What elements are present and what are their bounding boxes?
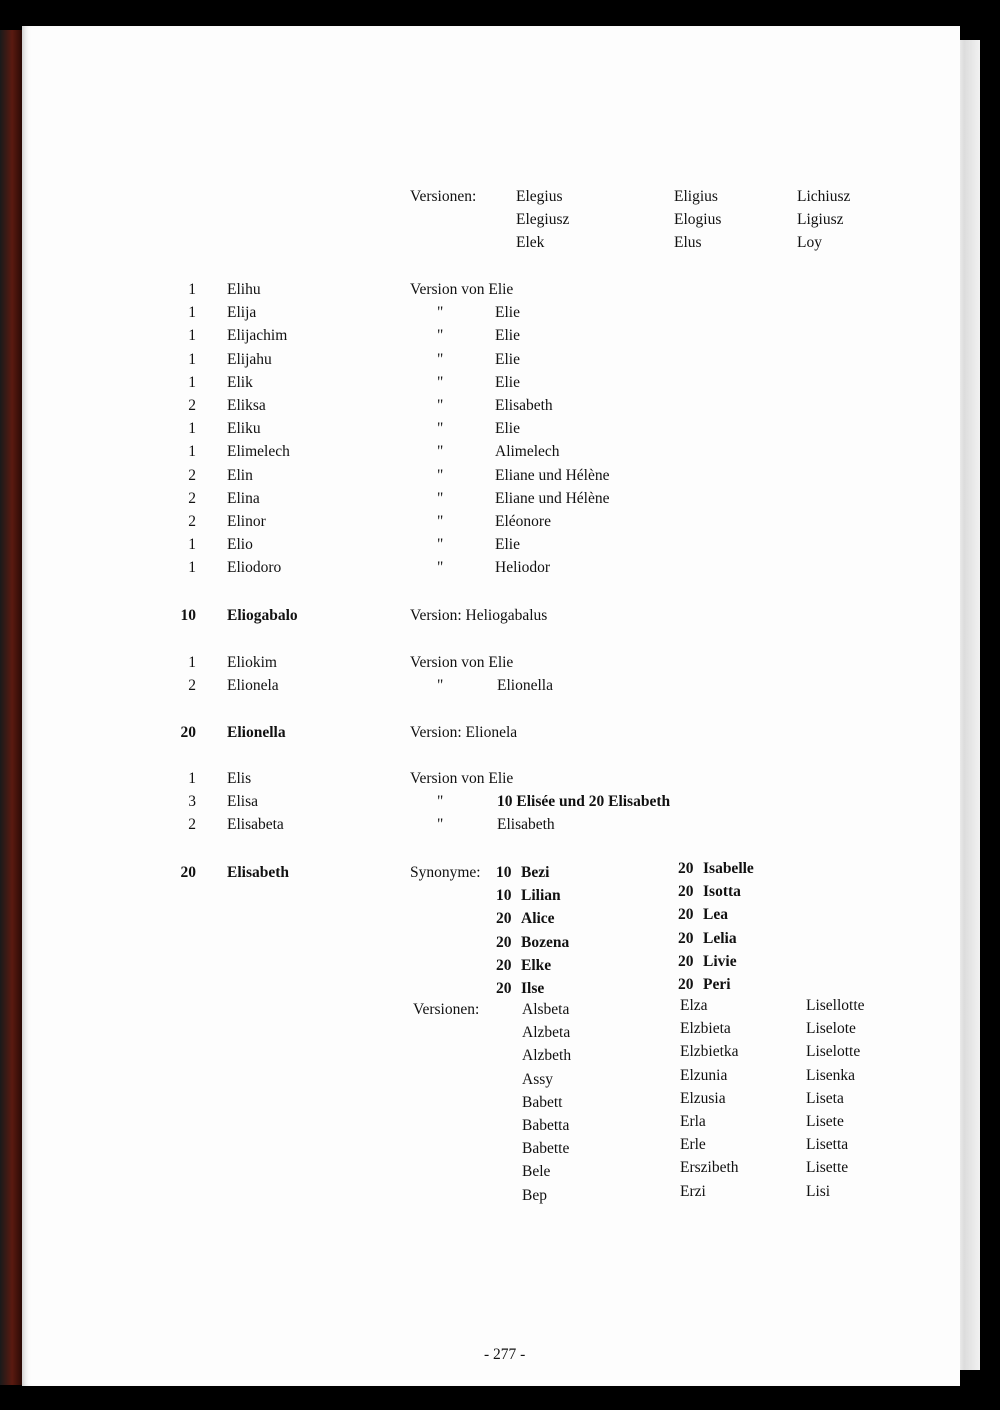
version-word: Babett bbox=[522, 1093, 563, 1111]
version-word: Loy bbox=[797, 234, 822, 252]
entry-count: 10 bbox=[180, 607, 196, 624]
entry-count: 2 bbox=[188, 513, 196, 530]
ditto-mark: " bbox=[437, 816, 444, 834]
entry-value: Elie bbox=[495, 536, 520, 554]
version-word: Erszibeth bbox=[680, 1159, 739, 1177]
entry-value: Version: Heliogabalus bbox=[410, 607, 548, 624]
version-word: Elzunia bbox=[680, 1066, 728, 1084]
synonym-name: Bezi bbox=[521, 864, 550, 881]
version-word: Elzbietka bbox=[680, 1043, 739, 1061]
version-word: Elzbieta bbox=[680, 1020, 731, 1038]
synonym-count: 10 bbox=[496, 864, 512, 881]
entry-name: Elihu bbox=[227, 281, 261, 298]
version-word: Elza bbox=[680, 997, 708, 1014]
synonym-count: 20 bbox=[678, 906, 694, 924]
entry-name: Elin bbox=[227, 466, 253, 484]
ditto-mark: " bbox=[437, 327, 444, 345]
ditto-mark: " bbox=[437, 793, 444, 811]
synonym-count: 20 bbox=[678, 883, 694, 901]
ditto-mark: " bbox=[437, 677, 444, 695]
entry-value: Elie bbox=[495, 373, 520, 391]
ditto-mark: " bbox=[437, 466, 444, 484]
entry-count: 1 bbox=[188, 420, 196, 438]
entry-value: Version von Elie bbox=[410, 281, 514, 298]
version-word: Eligius bbox=[674, 188, 718, 205]
version-word: Alsbeta bbox=[522, 1001, 570, 1018]
synonym-name: Lelia bbox=[703, 929, 737, 947]
entry-name: Elionella bbox=[227, 724, 286, 741]
entry-value: 10 Elisée und 20 Elisabeth bbox=[497, 793, 671, 811]
ditto-mark: " bbox=[437, 420, 444, 438]
entry-count: 1 bbox=[188, 281, 196, 298]
version-word: Lisette bbox=[806, 1159, 849, 1177]
entry-count: 1 bbox=[188, 559, 196, 577]
book-binding bbox=[0, 30, 22, 1385]
version-word: Bep bbox=[522, 1186, 547, 1204]
entry-value: Elisabeth bbox=[495, 397, 553, 414]
version-word: Liselotte bbox=[806, 1043, 861, 1061]
entry-name: Elisabeta bbox=[227, 816, 284, 834]
entry-name: Elijachim bbox=[227, 327, 288, 345]
ditto-mark: " bbox=[437, 536, 444, 554]
version-word: Lisellotte bbox=[806, 997, 865, 1014]
entry-value: Eliane und Hélène bbox=[495, 466, 610, 484]
version-word: Elek bbox=[516, 234, 545, 252]
version-word: Lisenka bbox=[806, 1066, 856, 1084]
entry-count: 2 bbox=[188, 489, 196, 507]
entry-name: Elinor bbox=[227, 513, 266, 530]
synonyme-label: Synonyme: bbox=[410, 864, 481, 881]
version-word: Lisete bbox=[806, 1113, 844, 1130]
version-word: Erle bbox=[680, 1136, 706, 1154]
versionen-label: Versionen: bbox=[410, 188, 477, 205]
version-word: Elus bbox=[674, 234, 702, 252]
version-word: Alzbeta bbox=[522, 1024, 571, 1042]
ditto-mark: " bbox=[437, 489, 444, 507]
version-word: Elegius bbox=[516, 188, 563, 205]
entry-value: Version von Elie bbox=[410, 770, 514, 787]
entry-name: Eliogabalo bbox=[227, 607, 298, 624]
entry-value: Elisabeth bbox=[497, 816, 555, 834]
synonym-name: Isabelle bbox=[703, 860, 754, 877]
entry-count: 2 bbox=[188, 397, 196, 414]
version-word: Ligiusz bbox=[797, 211, 844, 229]
entry-value: Eléonore bbox=[495, 513, 551, 530]
entry-value: Elie bbox=[495, 327, 520, 345]
entry-count: 2 bbox=[188, 816, 196, 834]
version-word: Elogius bbox=[674, 211, 722, 229]
entry-count: 20 bbox=[180, 724, 196, 741]
entry-name: Elio bbox=[227, 536, 253, 554]
entry-value: Elionella bbox=[497, 677, 553, 695]
entry-name: Eliokim bbox=[227, 654, 277, 671]
synonym-count: 20 bbox=[496, 910, 512, 928]
entry-count: 1 bbox=[188, 373, 196, 391]
entry-name: Eliodoro bbox=[227, 559, 282, 577]
entry-value: Elie bbox=[495, 420, 520, 438]
version-word: Babette bbox=[522, 1140, 570, 1158]
version-word: Liseta bbox=[806, 1089, 844, 1107]
version-word: Bele bbox=[522, 1163, 551, 1181]
synonym-count: 10 bbox=[496, 887, 512, 905]
ditto-mark: " bbox=[437, 373, 444, 391]
version-word: Liselote bbox=[806, 1020, 856, 1038]
entry-count: 1 bbox=[188, 654, 196, 671]
entry-value: Elie bbox=[495, 304, 520, 322]
synonym-name: Elke bbox=[521, 956, 552, 974]
version-word: Assy bbox=[522, 1070, 554, 1088]
synonym-name: Lilian bbox=[521, 887, 561, 905]
entry-name: Elionela bbox=[227, 677, 279, 695]
version-word: Erla bbox=[680, 1113, 706, 1130]
entry-name: Elis bbox=[227, 770, 252, 787]
version-word: Elzusia bbox=[680, 1089, 726, 1107]
entry-count: 1 bbox=[188, 350, 196, 368]
entry-name: Elisabeth bbox=[227, 864, 290, 881]
version-word: Babetta bbox=[522, 1117, 570, 1134]
synonym-name: Livie bbox=[703, 952, 737, 970]
entry-value: Elie bbox=[495, 350, 520, 368]
entry-name: Elik bbox=[227, 373, 253, 391]
synonym-count: 20 bbox=[496, 956, 512, 974]
entry-name: Eliksa bbox=[227, 397, 266, 414]
ditto-mark: " bbox=[437, 559, 444, 577]
synonym-count: 20 bbox=[678, 929, 694, 947]
ditto-mark: " bbox=[437, 513, 444, 530]
version-word: Lisi bbox=[806, 1182, 831, 1200]
entry-count: 1 bbox=[188, 536, 196, 554]
entry-count: 3 bbox=[188, 793, 196, 811]
synonym-name: Isotta bbox=[703, 883, 741, 901]
ditto-mark: " bbox=[437, 304, 444, 322]
version-word: Alzbeth bbox=[522, 1047, 572, 1065]
entry-name: Eliku bbox=[227, 420, 261, 438]
entry-count: 1 bbox=[188, 327, 196, 345]
synonym-name: Alice bbox=[521, 910, 555, 928]
entry-value: Eliane und Hélène bbox=[495, 489, 610, 507]
synonym-name: Peri bbox=[703, 976, 731, 993]
entry-name: Elija bbox=[227, 304, 257, 322]
page-number: - 277 - bbox=[484, 1346, 526, 1363]
entry-count: 20 bbox=[180, 864, 196, 881]
synonym-name: Bozena bbox=[521, 933, 570, 951]
synonym-count: 20 bbox=[678, 976, 694, 993]
synonym-count: 20 bbox=[678, 952, 694, 970]
synonym-count: 20 bbox=[496, 933, 512, 951]
entry-count: 2 bbox=[188, 677, 196, 695]
entry-count: 2 bbox=[188, 466, 196, 484]
entry-name: Elina bbox=[227, 489, 260, 507]
entry-count: 1 bbox=[188, 443, 196, 461]
entry-value: Heliodor bbox=[495, 559, 551, 577]
synonym-name: Lea bbox=[703, 906, 728, 924]
ditto-mark: " bbox=[437, 443, 444, 461]
entry-value: Version von Elie bbox=[410, 654, 514, 671]
version-word: Erzi bbox=[680, 1182, 706, 1200]
ditto-mark: " bbox=[437, 350, 444, 368]
versionen-label: Versionen: bbox=[413, 1001, 480, 1018]
synonym-count: 20 bbox=[496, 980, 512, 997]
ditto-mark: " bbox=[437, 397, 444, 414]
synonym-name: Ilse bbox=[521, 980, 545, 997]
synonym-count: 20 bbox=[678, 860, 694, 877]
entry-name: Elisa bbox=[227, 793, 258, 811]
entry-name: Elimelech bbox=[227, 443, 290, 461]
entry-name: Elijahu bbox=[227, 350, 272, 368]
entry-count: 1 bbox=[188, 304, 196, 322]
entry-value: Alimelech bbox=[495, 443, 560, 461]
version-word: Elegiusz bbox=[516, 211, 570, 229]
version-word: Lichiusz bbox=[797, 188, 851, 205]
entry-value: Version: Elionela bbox=[410, 724, 518, 741]
entry-count: 1 bbox=[188, 770, 196, 787]
version-word: Lisetta bbox=[806, 1136, 849, 1154]
